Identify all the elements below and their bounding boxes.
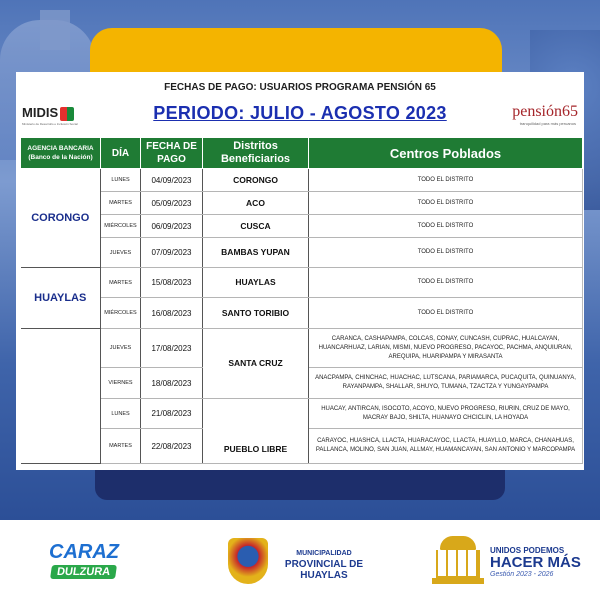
table-row: [21, 268, 583, 298]
row-date: 05/09/2023: [141, 192, 203, 215]
row-district: BAMBAS YUPAN: [203, 238, 309, 268]
muni-line2: PROVINCIAL DE: [284, 559, 364, 570]
schedule-subtitle: FECHAS DE PAGO: USUARIOS PROGRAMA PENSIÓN 65: [164, 82, 436, 93]
table-row: [21, 329, 583, 368]
table-header-row: [21, 138, 583, 169]
pension65-logo: pensión65: [512, 103, 578, 120]
header-agency: [21, 138, 101, 169]
agency-huaylas: HUAYLAS: [21, 268, 101, 329]
row-centers: CARANCA, CASHAPAMPA, COLCAS, CONAY, CUNCASH, CUPRAC, HUALCAYAN, HUANCARHUAZ, LARIAN, MISMI, NUEVO PROGRESO, PACAYOC, PACHMA, ANQUIURAN, AREQUIPA, HUARIPAMPA Y MIRASANTA: [309, 329, 583, 368]
row-district: CORONGO: [203, 169, 309, 192]
payment-schedule-card: [16, 72, 584, 470]
row-district: HUAYLAS: [203, 268, 309, 298]
row-day: LUNES: [101, 399, 141, 429]
row-day: LUNES: [101, 169, 141, 192]
unidos-line3: Gestión 2023 - 2026: [490, 571, 554, 578]
row-day: VIERNES: [101, 368, 141, 399]
row-centers: TODO EL DISTRITO: [309, 298, 583, 329]
agency-corongo: CORONGO: [21, 169, 101, 268]
kiosk-base: [432, 578, 484, 584]
midis-logo-subtext: Ministerio de Desarrollo e Inclusión Social: [22, 122, 78, 126]
row-centers: TODO EL DISTRITO: [309, 238, 583, 268]
row-date: 04/09/2023: [141, 169, 203, 192]
table-row: [21, 215, 583, 238]
row-centers: TODO EL DISTRITO: [309, 215, 583, 238]
unidos-line2: HACER MÁS: [490, 554, 581, 571]
unidos-line1: UNIDOS PODEMOS: [490, 546, 565, 555]
row-centers: TODO EL DISTRITO: [309, 192, 583, 215]
row-day: MARTES: [101, 429, 141, 464]
header-agency-label: AGENCIA BANCARIA: [27, 145, 94, 152]
row-day: JUEVES: [101, 238, 141, 268]
footer-logos: [0, 520, 600, 600]
row-centers: TODO EL DISTRITO: [309, 169, 583, 192]
caraz-logo-top: CARAZ: [49, 541, 119, 563]
row-district: SANTO TORIBIO: [203, 298, 309, 329]
row-date: 18/08/2023: [141, 368, 203, 399]
church-tower: [40, 10, 70, 50]
municipality-logo-text: [274, 548, 374, 581]
midis-logo-text: MIDIS: [22, 105, 59, 120]
kiosk-roof: [440, 536, 476, 550]
period-title: PERIODO: JULIO - AGOSTO 2023: [153, 103, 447, 123]
unidos-podemos-logo: [490, 546, 581, 578]
table-row: [21, 399, 583, 429]
muni-line1: MUNICIPALIDAD: [296, 550, 352, 557]
row-centers: HUACAY, ANTIRCAN, ISOCOTO, ACOYO, NUEVO PROGRESO, RIURIN, CRUZ DE MAYO, MACRAY BAJO, SHILTA, HUANAYO CHCICLIN, LA HOYADA: [309, 399, 583, 429]
row-date: 15/08/2023: [141, 268, 203, 298]
row-date: 22/08/2023: [141, 429, 203, 464]
row-centers: ANACPAMPA, CHINCHAC, HUACHAC, LUTSCANA, PARIAMARCA, PUCAQUITA, QUINUANYA, RAYANPAMPA, SHALLAR, SHUYO, TUMANA, TZACTZA Y YUNGAYPAMPA: [309, 368, 583, 399]
pension65-logo-subtext: tranquilidad para más peruanos: [519, 121, 576, 126]
payment-schedule-table: [20, 137, 583, 464]
header-centers: Centros Poblados: [309, 138, 583, 169]
header-districts: Distritos Beneficiarios: [203, 138, 309, 169]
agency-empty: [21, 329, 101, 464]
row-date: 16/08/2023: [141, 298, 203, 329]
table-row: [21, 298, 583, 329]
muni-line3: HUAYLAS: [300, 570, 348, 581]
header-agency-sublabel: (Banco de la Nación): [28, 154, 93, 161]
table-row: [21, 169, 583, 192]
row-district-santa-cruz: SANTA CRUZ: [203, 329, 309, 399]
row-day: MIÉRCOLES: [101, 215, 141, 238]
caraz-dulzura-logo: [40, 542, 128, 580]
row-centers: TODO EL DISTRITO: [309, 268, 583, 298]
row-district: ACO: [203, 192, 309, 215]
header-date: FECHA DE PAGO: [141, 138, 203, 169]
caraz-logo-bottom: DULZURA: [50, 565, 117, 579]
row-date: 17/08/2023: [141, 329, 203, 368]
card-base-decoration: [95, 470, 505, 500]
table-row: [21, 238, 583, 268]
row-date: 07/09/2023: [141, 238, 203, 268]
row-district-pueblo-libre: PUEBLO LIBRE: [203, 399, 309, 464]
row-day: JUEVES: [101, 329, 141, 368]
municipal-shield-icon: [228, 538, 268, 584]
row-day: MIÉRCOLES: [101, 298, 141, 329]
kiosk-body: [436, 550, 480, 578]
row-date: 06/09/2023: [141, 215, 203, 238]
row-date: 21/08/2023: [141, 399, 203, 429]
row-day: MARTES: [101, 192, 141, 215]
row-day: MARTES: [101, 268, 141, 298]
row-district: CUSCA: [203, 215, 309, 238]
kiosk-icon: [432, 536, 484, 586]
row-centers: CARAYOC, HUASHCA, LLACTA, HUARACAYOC, LLACTA, HUAYLLO, MARCA, CHANAHUAS, PALLANCA, MOLINO, SAN JUAN, ALLMAY, HUAMANCAYAN, SAN ANTONIO Y MARCOPAMPA: [309, 429, 583, 464]
header-day: DÍA: [101, 138, 141, 169]
table-row: [21, 192, 583, 215]
